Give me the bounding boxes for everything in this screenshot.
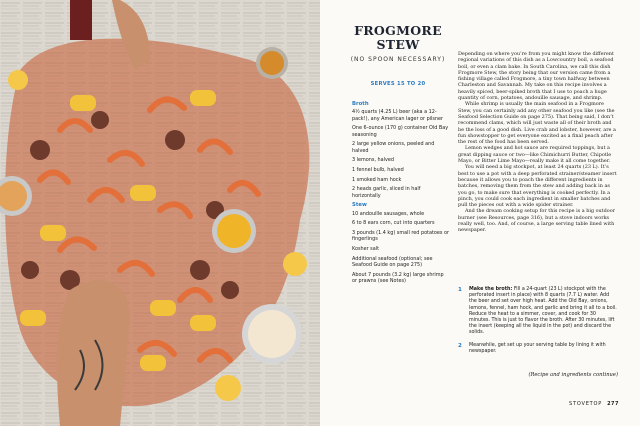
ingredient-item: 2 large yellow onions, peeled and halved (352, 141, 435, 154)
ingredient-item: 1 fennel bulb, halved (352, 166, 404, 173)
section-name: STOVETOP (569, 401, 603, 407)
step-title: Make the broth: (469, 287, 513, 292)
ingredient-item: 3 pounds (1.4 kg) small red potatoes or fingerlings (352, 229, 449, 243)
ingredient-list (352, 101, 450, 288)
ingredient-item: 3 lemons, halved (352, 157, 395, 164)
headnote-paragraph: Depending on where you’re from you might know the different regional variations of this dish as a Lowcountry boil, a seafood boil, or even a clam bake. In South Carolina, we call this dish Frogmore Stew, the story being that our version came from a fishing village called Frogmore, a tiny town halfway between Charleston and Savannah. My take on this recipe involves a heavily spiced, beer-spiked broth that I use to poach a huge quantity of corn, potatoes, andouille sausage, and shrimp. (458, 51, 614, 102)
ingredient-item: 2 heads garlic, sliced in half horizontally (352, 186, 421, 199)
continued-note: (Recipe and ingredients continue) (528, 372, 618, 378)
method-step (458, 287, 618, 337)
ingredient-item: Additional seafood (optional; see Seafood Guide on page 275) (352, 255, 433, 268)
serves-label: SERVES 15 TO 20 (370, 81, 426, 87)
ingredient-item: About 7 pounds (3.2 kg) large shrimp or prawns (see Notes) (352, 271, 444, 284)
method-steps (458, 287, 618, 361)
page-footer (569, 401, 619, 407)
ingredient-item: 1 smoked ham hock (352, 176, 402, 183)
ingredient-item: One 6-ounce (170 g) container Old Bay seasoning (352, 125, 449, 138)
headnote-paragraph: You will need a big stockpot, at least 24 quarts (23 L). It’s best to use a pot with a deep perforated strainer/steamer insert because it allows you to poach the different ingredients in batches, removing them from the stew and adding back in as you go, to make sure that everything is cooked perfectly. In a pinch, you could cook each ingredient in smaller batches and pull the pieces out with a wide spider strainer. (458, 164, 617, 209)
step-number: 1 (458, 287, 462, 293)
ingredient-group-heading: Stew (352, 202, 367, 209)
headnote-paragraph: Lemon wedges and hot sauce are required toppings, but a great dipping sauce or two—like Chimichurri Butter, Chipotle Mayo, or Bitter Lime Mayo—really make it all come together. (458, 145, 612, 165)
ingredient-item: 6 to 8 ears corn, cut into quarters (352, 220, 435, 227)
method-step (458, 343, 618, 355)
ingredient-group-heading: Broth (352, 101, 369, 107)
headnote-paragraph: And the dream cooking setup for this recipe is a big outdoor burner (see Resources, page 316), but a stove indoors works really well, too. And, of course, a large serving table lined with newspaper. (458, 208, 615, 234)
hot-sauce-bottle (70, 0, 92, 40)
ingredient-item: 4½ quarts (4.25 L) beer (aka a 12-pack!), any American lager or pilsner (352, 109, 444, 122)
headnote (458, 51, 618, 234)
recipe-subtitle: (NO SPOON NECESSARY) (350, 56, 446, 63)
step-text: Fill a 24-quart (23 L) stockpot with the perforated insert in place) with 8 quarts (7.7 L) water. Add the beer and set over high heat. Add the Old Bay, onions, lemons, fennel, ham hock, and garlic and bring it all to a boil. Reduce the heat to a simmer, cover, and cook for 30 minutes. This is just to flavor the broth. After 30 minutes, lift the insert (keeping all the liquid in the pot) and discard the solids. (469, 287, 617, 336)
step-text: Meanwhile, get set up your serving table by lining it with newspaper. (469, 342, 606, 354)
ingredient-item: 10 andouille sausages, whole (352, 210, 425, 217)
ingredient-item: Kosher salt (352, 245, 379, 252)
step-number: 2 (458, 342, 462, 349)
headnote-paragraph: While shrimp is usually the main seafood in a Frogmore Stew, you can certainly add any other seafood you like (see the Seafood Selection Guide on page 275). That being said, I don’t recommend clams, which will just waste all of their broth and be the loss of a good dish. Live crab and lobster, however, are a fun showstopper to get everyone excited as a final peach after the rest of the food has been served. (458, 101, 616, 146)
recipe-title: FROGMORE STEW (354, 23, 442, 52)
page-number: 277 (607, 401, 619, 407)
